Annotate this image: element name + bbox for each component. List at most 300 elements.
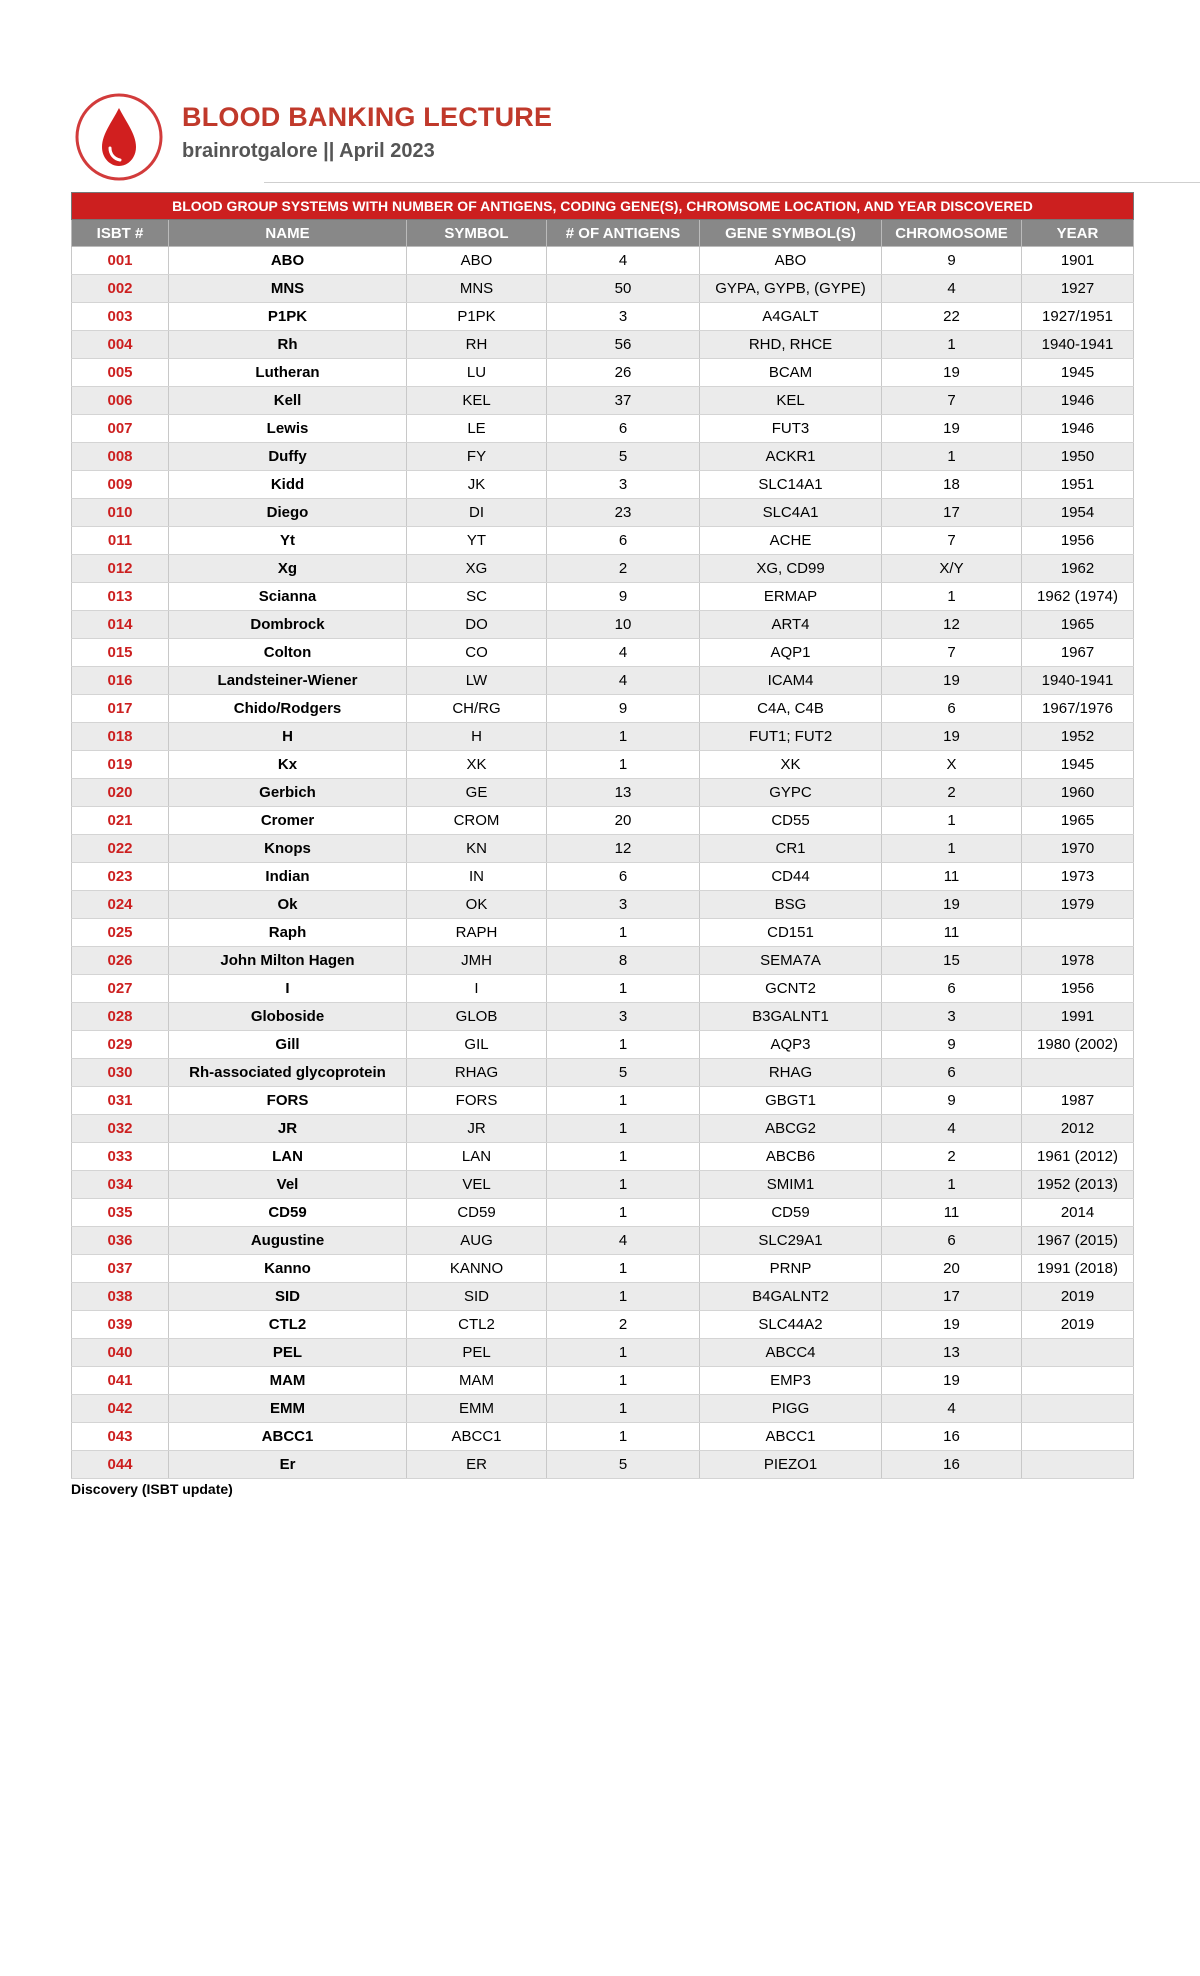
cell-chromosome: 11 [882, 919, 1022, 947]
cell-year: 1954 [1022, 499, 1134, 527]
cell-name: CD59 [169, 1199, 407, 1227]
table-row [72, 667, 1134, 695]
cell-name: Kx [169, 751, 407, 779]
cell-name: ABO [169, 247, 407, 275]
cell-symbol: CTL2 [407, 1311, 547, 1339]
cell-year: 1991 [1022, 1003, 1134, 1031]
cell-chromosome: 18 [882, 471, 1022, 499]
cell-year: 1960 [1022, 779, 1134, 807]
cell-name: I [169, 975, 407, 1003]
cell-symbol: H [407, 723, 547, 751]
cell-antigens: 9 [547, 695, 700, 723]
cell-chromosome: X/Y [882, 555, 1022, 583]
cell-name: Diego [169, 499, 407, 527]
cell-gene: FUT1; FUT2 [700, 723, 882, 751]
cell-chromosome: 19 [882, 359, 1022, 387]
cell-antigens: 1 [547, 1255, 700, 1283]
table-row [72, 331, 1134, 359]
cell-chromosome: 13 [882, 1339, 1022, 1367]
cell-antigens: 1 [547, 1087, 700, 1115]
cell-chromosome: 1 [882, 331, 1022, 359]
table-row [72, 835, 1134, 863]
cell-year: 1980 (2002) [1022, 1031, 1134, 1059]
cell-chromosome: 4 [882, 1395, 1022, 1423]
cell-symbol: CROM [407, 807, 547, 835]
cell-year: 1973 [1022, 863, 1134, 891]
cell-name: Lewis [169, 415, 407, 443]
footnote: Discovery (ISBT update) [71, 1481, 233, 1497]
cell-year: 1927/1951 [1022, 303, 1134, 331]
cell-isbt: 040 [72, 1339, 169, 1367]
cell-name: Kidd [169, 471, 407, 499]
cell-gene: XK [700, 751, 882, 779]
cell-name: Er [169, 1451, 407, 1479]
cell-name: EMM [169, 1395, 407, 1423]
table-row [72, 639, 1134, 667]
cell-chromosome: 9 [882, 247, 1022, 275]
cell-isbt: 023 [72, 863, 169, 891]
cell-year: 1945 [1022, 359, 1134, 387]
table-row [72, 1059, 1134, 1087]
cell-isbt: 030 [72, 1059, 169, 1087]
cell-symbol: GE [407, 779, 547, 807]
cell-chromosome: 11 [882, 863, 1022, 891]
cell-isbt: 026 [72, 947, 169, 975]
cell-year: 1945 [1022, 751, 1134, 779]
cell-name: Lutheran [169, 359, 407, 387]
cell-symbol: VEL [407, 1171, 547, 1199]
column-header-row [72, 220, 1134, 247]
cell-chromosome: 19 [882, 891, 1022, 919]
cell-gene: PIEZO1 [700, 1451, 882, 1479]
table-row [72, 751, 1134, 779]
cell-year: 1946 [1022, 415, 1134, 443]
table-row [72, 695, 1134, 723]
cell-isbt: 041 [72, 1367, 169, 1395]
cell-gene: BCAM [700, 359, 882, 387]
cell-isbt: 033 [72, 1143, 169, 1171]
cell-chromosome: 19 [882, 1311, 1022, 1339]
cell-name: Yt [169, 527, 407, 555]
table-body [72, 247, 1134, 1479]
cell-chromosome: 2 [882, 779, 1022, 807]
cell-symbol: LAN [407, 1143, 547, 1171]
table-row [72, 891, 1134, 919]
cell-symbol: RHAG [407, 1059, 547, 1087]
cell-chromosome: 6 [882, 695, 1022, 723]
cell-antigens: 1 [547, 723, 700, 751]
table-row [72, 415, 1134, 443]
table-row [72, 779, 1134, 807]
cell-chromosome: 4 [882, 275, 1022, 303]
cell-isbt: 002 [72, 275, 169, 303]
cell-antigens: 1 [547, 1031, 700, 1059]
cell-antigens: 1 [547, 1423, 700, 1451]
table-row [72, 499, 1134, 527]
cell-gene: KEL [700, 387, 882, 415]
cell-antigens: 3 [547, 303, 700, 331]
cell-antigens: 3 [547, 1003, 700, 1031]
table-row [72, 807, 1134, 835]
table-row [72, 555, 1134, 583]
cell-antigens: 9 [547, 583, 700, 611]
cell-year: 1962 (1974) [1022, 583, 1134, 611]
table-row [72, 387, 1134, 415]
cell-chromosome: 7 [882, 387, 1022, 415]
cell-symbol: CO [407, 639, 547, 667]
cell-antigens: 4 [547, 639, 700, 667]
cell-antigens: 4 [547, 667, 700, 695]
cell-symbol: MAM [407, 1367, 547, 1395]
cell-chromosome: 6 [882, 1227, 1022, 1255]
column-header-isbt: ISBT # [72, 220, 169, 247]
cell-antigens: 50 [547, 275, 700, 303]
cell-antigens: 23 [547, 499, 700, 527]
cell-year: 1956 [1022, 527, 1134, 555]
cell-symbol: PEL [407, 1339, 547, 1367]
cell-antigens: 3 [547, 891, 700, 919]
cell-antigens: 1 [547, 1395, 700, 1423]
cell-symbol: CD59 [407, 1199, 547, 1227]
cell-symbol: JMH [407, 947, 547, 975]
cell-antigens: 5 [547, 443, 700, 471]
cell-year [1022, 1423, 1134, 1451]
cell-gene: RHD, RHCE [700, 331, 882, 359]
cell-year: 1970 [1022, 835, 1134, 863]
cell-name: MAM [169, 1367, 407, 1395]
cell-name: Rh [169, 331, 407, 359]
table-row [72, 359, 1134, 387]
cell-symbol: XG [407, 555, 547, 583]
cell-isbt: 007 [72, 415, 169, 443]
blood-group-table-container [71, 192, 1133, 1497]
cell-name: Globoside [169, 1003, 407, 1031]
cell-name: FORS [169, 1087, 407, 1115]
cell-antigens: 1 [547, 1339, 700, 1367]
cell-name: Raph [169, 919, 407, 947]
cell-name: Vel [169, 1171, 407, 1199]
cell-isbt: 006 [72, 387, 169, 415]
cell-chromosome: 19 [882, 667, 1022, 695]
table-row [72, 947, 1134, 975]
cell-symbol: LE [407, 415, 547, 443]
cell-gene: EMP3 [700, 1367, 882, 1395]
cell-antigens: 8 [547, 947, 700, 975]
cell-year: 1991 (2018) [1022, 1255, 1134, 1283]
cell-name: Ok [169, 891, 407, 919]
column-header-symbol: SYMBOL [407, 220, 547, 247]
cell-chromosome: 11 [882, 1199, 1022, 1227]
cell-name: Rh-associated glycoprotein [169, 1059, 407, 1087]
cell-antigens: 26 [547, 359, 700, 387]
cell-chromosome: 20 [882, 1255, 1022, 1283]
cell-symbol: ABCC1 [407, 1423, 547, 1451]
cell-gene: GYPA, GYPB, (GYPE) [700, 275, 882, 303]
cell-symbol: YT [407, 527, 547, 555]
column-header-year: YEAR [1022, 220, 1134, 247]
cell-chromosome: 7 [882, 527, 1022, 555]
cell-chromosome: 1 [882, 835, 1022, 863]
cell-symbol: FORS [407, 1087, 547, 1115]
table-row [72, 275, 1134, 303]
cell-antigens: 1 [547, 975, 700, 1003]
cell-chromosome: 9 [882, 1087, 1022, 1115]
cell-symbol: KEL [407, 387, 547, 415]
cell-chromosome: 4 [882, 1115, 1022, 1143]
cell-chromosome: 16 [882, 1451, 1022, 1479]
cell-gene: AQP3 [700, 1031, 882, 1059]
cell-gene: GBGT1 [700, 1087, 882, 1115]
table-row [72, 1171, 1134, 1199]
cell-symbol: LW [407, 667, 547, 695]
cell-antigens: 3 [547, 471, 700, 499]
table-row [72, 471, 1134, 499]
cell-name: Chido/Rodgers [169, 695, 407, 723]
header-divider [264, 182, 1200, 183]
cell-name: SID [169, 1283, 407, 1311]
cell-year: 1950 [1022, 443, 1134, 471]
table-row [72, 723, 1134, 751]
cell-symbol: RAPH [407, 919, 547, 947]
cell-isbt: 034 [72, 1171, 169, 1199]
cell-isbt: 043 [72, 1423, 169, 1451]
cell-isbt: 010 [72, 499, 169, 527]
cell-symbol: DI [407, 499, 547, 527]
cell-isbt: 003 [72, 303, 169, 331]
cell-isbt: 031 [72, 1087, 169, 1115]
cell-symbol: SID [407, 1283, 547, 1311]
cell-chromosome: 7 [882, 639, 1022, 667]
column-header-antigens: # OF ANTIGENS [547, 220, 700, 247]
cell-antigens: 1 [547, 1171, 700, 1199]
cell-gene: RHAG [700, 1059, 882, 1087]
cell-year: 1956 [1022, 975, 1134, 1003]
cell-gene: CD55 [700, 807, 882, 835]
cell-chromosome: 9 [882, 1031, 1022, 1059]
cell-gene: ABCC1 [700, 1423, 882, 1451]
cell-isbt: 024 [72, 891, 169, 919]
cell-name: LAN [169, 1143, 407, 1171]
cell-antigens: 37 [547, 387, 700, 415]
cell-chromosome: 22 [882, 303, 1022, 331]
cell-chromosome: 6 [882, 1059, 1022, 1087]
cell-gene: CR1 [700, 835, 882, 863]
cell-year [1022, 1451, 1134, 1479]
cell-name: Landsteiner-Wiener [169, 667, 407, 695]
cell-antigens: 4 [547, 247, 700, 275]
table-row [72, 1115, 1134, 1143]
cell-gene: CD44 [700, 863, 882, 891]
cell-isbt: 012 [72, 555, 169, 583]
cell-antigens: 6 [547, 863, 700, 891]
cell-year: 1965 [1022, 611, 1134, 639]
cell-name: Scianna [169, 583, 407, 611]
table-row [72, 1367, 1134, 1395]
cell-name: Xg [169, 555, 407, 583]
column-header-name: NAME [169, 220, 407, 247]
cell-chromosome: 2 [882, 1143, 1022, 1171]
cell-isbt: 019 [72, 751, 169, 779]
cell-year: 2014 [1022, 1199, 1134, 1227]
cell-gene: B4GALNT2 [700, 1283, 882, 1311]
cell-year: 1967 [1022, 639, 1134, 667]
cell-symbol: KANNO [407, 1255, 547, 1283]
cell-year: 1961 (2012) [1022, 1143, 1134, 1171]
cell-gene: B3GALNT1 [700, 1003, 882, 1031]
cell-name: Gill [169, 1031, 407, 1059]
cell-name: JR [169, 1115, 407, 1143]
cell-gene: SLC44A2 [700, 1311, 882, 1339]
table-row [72, 1311, 1134, 1339]
cell-antigens: 12 [547, 835, 700, 863]
cell-year [1022, 1395, 1134, 1423]
table-row [72, 1199, 1134, 1227]
cell-gene: ABCB6 [700, 1143, 882, 1171]
cell-antigens: 56 [547, 331, 700, 359]
cell-chromosome: 16 [882, 1423, 1022, 1451]
cell-name: Kanno [169, 1255, 407, 1283]
cell-year: 2019 [1022, 1283, 1134, 1311]
column-header-gene: GENE SYMBOL(S) [700, 220, 882, 247]
cell-gene: GYPC [700, 779, 882, 807]
cell-year: 1962 [1022, 555, 1134, 583]
cell-isbt: 009 [72, 471, 169, 499]
cell-isbt: 008 [72, 443, 169, 471]
cell-isbt: 018 [72, 723, 169, 751]
cell-antigens: 4 [547, 1227, 700, 1255]
cell-antigens: 1 [547, 751, 700, 779]
cell-symbol: OK [407, 891, 547, 919]
cell-year: 1978 [1022, 947, 1134, 975]
cell-name: ABCC1 [169, 1423, 407, 1451]
cell-symbol: ABO [407, 247, 547, 275]
cell-year: 1940-1941 [1022, 667, 1134, 695]
cell-name: Duffy [169, 443, 407, 471]
cell-antigens: 2 [547, 555, 700, 583]
blood-drop-icon [74, 92, 164, 182]
cell-antigens: 20 [547, 807, 700, 835]
cell-year: 2012 [1022, 1115, 1134, 1143]
cell-chromosome: 15 [882, 947, 1022, 975]
cell-chromosome: 19 [882, 1367, 1022, 1395]
cell-symbol: RH [407, 331, 547, 359]
cell-gene: BSG [700, 891, 882, 919]
cell-gene: SLC29A1 [700, 1227, 882, 1255]
cell-chromosome: 17 [882, 499, 1022, 527]
cell-isbt: 042 [72, 1395, 169, 1423]
cell-year [1022, 1367, 1134, 1395]
cell-symbol: IN [407, 863, 547, 891]
cell-antigens: 1 [547, 1283, 700, 1311]
cell-antigens: 13 [547, 779, 700, 807]
cell-chromosome: 1 [882, 807, 1022, 835]
cell-symbol: CH/RG [407, 695, 547, 723]
column-header-chromosome: CHROMOSOME [882, 220, 1022, 247]
cell-gene: GCNT2 [700, 975, 882, 1003]
cell-gene: ACKR1 [700, 443, 882, 471]
cell-name: Gerbich [169, 779, 407, 807]
cell-gene: SLC4A1 [700, 499, 882, 527]
cell-name: CTL2 [169, 1311, 407, 1339]
cell-gene: PRNP [700, 1255, 882, 1283]
cell-symbol: DO [407, 611, 547, 639]
cell-gene: SMIM1 [700, 1171, 882, 1199]
cell-name: Indian [169, 863, 407, 891]
table-row [72, 611, 1134, 639]
table-row [72, 303, 1134, 331]
cell-year [1022, 919, 1134, 947]
cell-isbt: 017 [72, 695, 169, 723]
cell-gene: SLC14A1 [700, 471, 882, 499]
cell-chromosome: 17 [882, 1283, 1022, 1311]
cell-antigens: 5 [547, 1059, 700, 1087]
cell-year: 1979 [1022, 891, 1134, 919]
cell-gene: ABCG2 [700, 1115, 882, 1143]
table-row [72, 1087, 1134, 1115]
cell-isbt: 039 [72, 1311, 169, 1339]
cell-year: 1940-1941 [1022, 331, 1134, 359]
table-row [72, 1003, 1134, 1031]
cell-isbt: 038 [72, 1283, 169, 1311]
table-row [72, 1143, 1134, 1171]
cell-isbt: 015 [72, 639, 169, 667]
cell-isbt: 029 [72, 1031, 169, 1059]
cell-isbt: 037 [72, 1255, 169, 1283]
cell-isbt: 021 [72, 807, 169, 835]
table-row [72, 527, 1134, 555]
cell-symbol: I [407, 975, 547, 1003]
cell-chromosome: 1 [882, 583, 1022, 611]
cell-antigens: 6 [547, 527, 700, 555]
cell-symbol: MNS [407, 275, 547, 303]
cell-antigens: 1 [547, 919, 700, 947]
table-row [72, 919, 1134, 947]
cell-gene: PIGG [700, 1395, 882, 1423]
cell-symbol: FY [407, 443, 547, 471]
cell-name: P1PK [169, 303, 407, 331]
cell-chromosome: 19 [882, 723, 1022, 751]
cell-chromosome: X [882, 751, 1022, 779]
cell-antigens: 1 [547, 1115, 700, 1143]
cell-year: 1927 [1022, 275, 1134, 303]
cell-year: 1952 (2013) [1022, 1171, 1134, 1199]
cell-name: Cromer [169, 807, 407, 835]
cell-gene: ART4 [700, 611, 882, 639]
table-row [72, 1451, 1134, 1479]
table-row [72, 443, 1134, 471]
cell-antigens: 6 [547, 415, 700, 443]
cell-symbol: XK [407, 751, 547, 779]
cell-isbt: 036 [72, 1227, 169, 1255]
cell-name: John Milton Hagen [169, 947, 407, 975]
cell-year: 1951 [1022, 471, 1134, 499]
table-row [72, 975, 1134, 1003]
page-title: BLOOD BANKING LECTURE [182, 102, 553, 132]
cell-chromosome: 3 [882, 1003, 1022, 1031]
cell-name: Colton [169, 639, 407, 667]
cell-symbol: ER [407, 1451, 547, 1479]
cell-gene: FUT3 [700, 415, 882, 443]
cell-gene: AQP1 [700, 639, 882, 667]
blood-group-table [71, 192, 1134, 1479]
cell-isbt: 005 [72, 359, 169, 387]
table-row [72, 247, 1134, 275]
cell-gene: ABCC4 [700, 1339, 882, 1367]
table-caption: BLOOD GROUP SYSTEMS WITH NUMBER OF ANTIGENS, CODING GENE(S), CHROMSOME LOCATION, AND YEAR DISCOVERED [72, 193, 1134, 220]
cell-symbol: KN [407, 835, 547, 863]
page-subtitle: brainrotgalore || April 2023 [182, 140, 435, 162]
cell-gene: ERMAP [700, 583, 882, 611]
